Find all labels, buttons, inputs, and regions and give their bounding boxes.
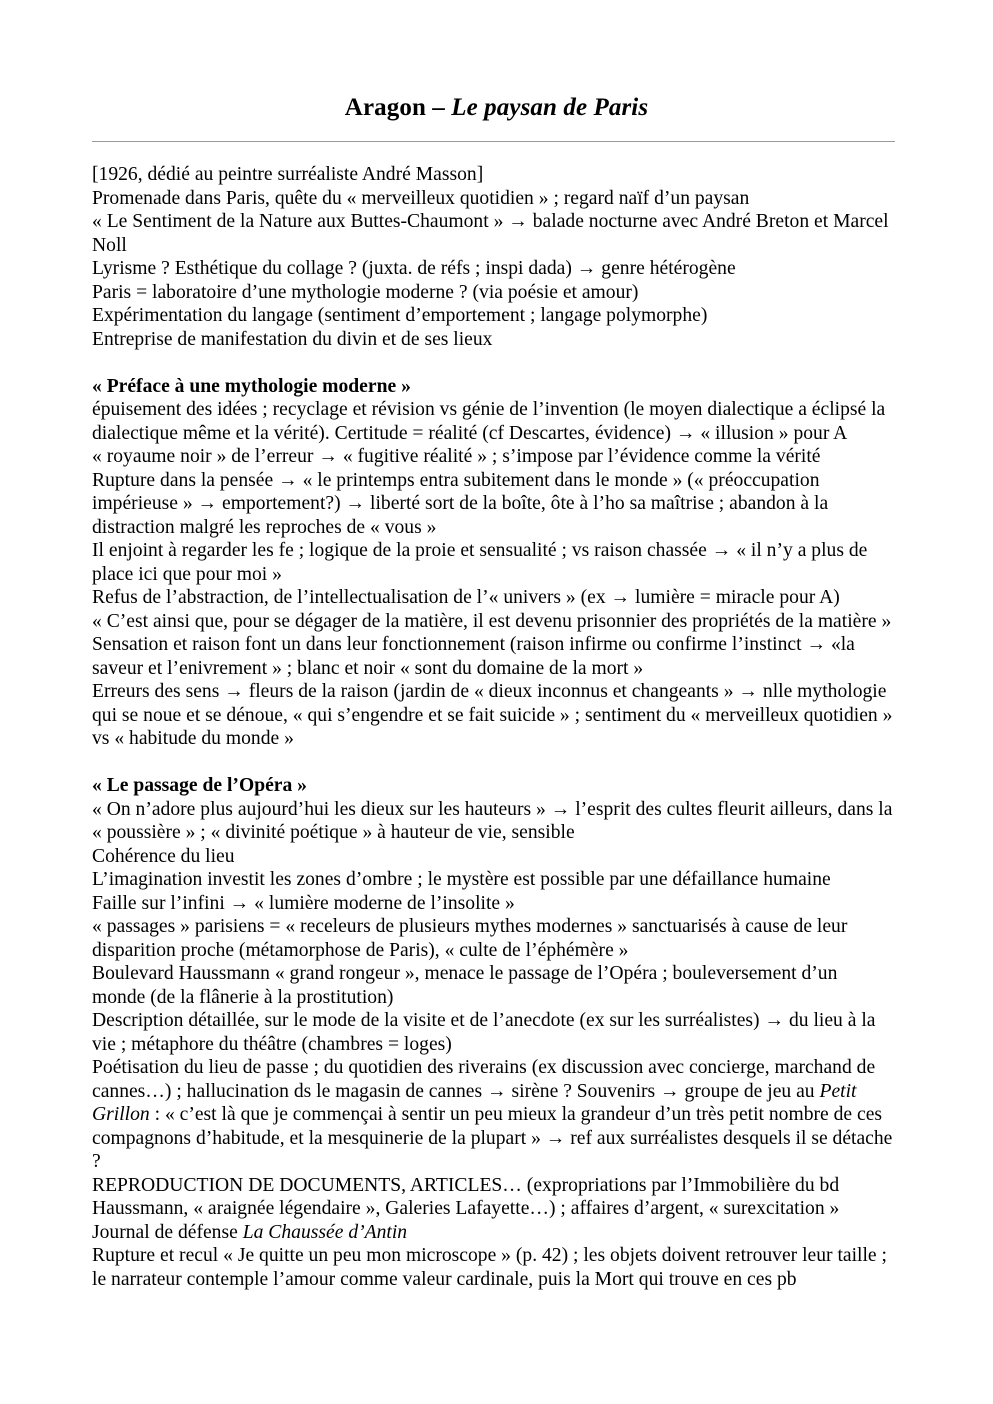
text-run: Poétisation du lieu de passe ; du quotidien des riverains (ex discussion avec concierge, marchand de cannes…) ; hallucination ds le magasin de cannes → sirène ? Souvenirs → groupe de jeu au (92, 1057, 876, 1102)
text-line: Boulevard Haussmann « grand rongeur », menace le passage de l’Opéra ; bouleversement d’un monde (de la flânerie à la prostitution) (92, 963, 838, 1008)
text-line: [1926, dédié au peintre surréaliste André Masson] (92, 164, 484, 186)
text-line: Entreprise de manifestation du divin et de ses lieux (92, 328, 493, 350)
line-journal-defense (92, 1221, 893, 1245)
text-line: Sensation et raison font un dans leur fonctionnement (raison infirme ou confirme l’instinct → «la saveur et l’enivrement » ; blanc et noir « sont du domaine de la mort » (92, 634, 855, 679)
title-author-part: Aragon – (344, 94, 452, 121)
text-line: Promenade dans Paris, quête du « merveilleux quotidien » ; regard naïf d’un paysan (92, 187, 750, 209)
text-line: Lyrisme ? Esthétique du collage ? (juxta. de réfs ; inspi dada) → genre hétérogène (92, 258, 736, 280)
text-line: Faille sur l’infini → « lumière moderne de l’insolite » (92, 892, 515, 914)
line-reproduction-documents (92, 1174, 893, 1221)
text-line: « C’est ainsi que, pour se dégager de la matière, il est devenu prisonnier des propriétés de la matière » (92, 610, 892, 632)
text-run: Journal de défense (92, 1221, 243, 1243)
text-line: Erreurs des sens → fleurs de la raison (jardin de « dieux inconnus et changeants » → nlle mythologie qui se noue et se dénoue, « qui s’engendre et se fait suicide » ; sentiment du « merveilleux quotidien » vs « habitude du monde » (92, 681, 893, 750)
italic-title: La Chaussée d’Antin (242, 1221, 408, 1243)
section-passage-opera (92, 774, 893, 1291)
section-heading: « Préface à une mythologie moderne » (92, 375, 411, 397)
section-heading: « Le passage de l’Opéra » (92, 775, 307, 797)
text-line: Il enjoint à regarder les fe ; logique de la proie et sensualité ; vs raison chassée → « il n’y a plus de place ici que pour moi » (92, 540, 868, 585)
text-line: « passages » parisiens = « receleurs de plusieurs mythes modernes » sanctuarisés à cause de leur disparition proche (métamorphose de Paris), « culte de l’éphémère » (92, 916, 848, 961)
text-line: Description détaillée, sur le mode de la visite et de l’anecdote (ex sur les surréalistes) → du lieu à la vie ; métaphore du théâtre (chambres = loges) (92, 1010, 876, 1055)
line-rupture-recul (92, 1244, 893, 1291)
text-line: Cohérence du lieu (92, 845, 235, 867)
text-line: épuisement des idées ; recyclage et révision vs génie de l’invention (le moyen dialectique a éclipsé la dialectique même et la vérité). Certitude = réalité (cf Descartes, évidence) → « illusion » pour A (92, 399, 886, 444)
text-line: Refus de l’abstraction, de l’intellectualisation de l’« univers » (ex → lumière = miracle pour A) (92, 587, 840, 609)
page-title (0, 0, 993, 123)
italic-title: Petit Grillon (92, 1080, 857, 1126)
text-run: Rupture et recul « Je quitte un peu mon microscope » (p. 42) ; les objets doivent retrouver leur taille ; le narrateur contemple l’amour comme valeur cardinale, puis la Mort qui trouve en ces pb (92, 1245, 887, 1290)
text-run: : « c’est là que je commençai à sentir un peu mieux la grandeur d’un très petit nombre de ces compagnons d’habitude, et la mesquinerie de la plupart » → ref aux surréalistes desquels il se détache ? (92, 1104, 893, 1173)
text-line: Expérimentation du langage (sentiment d’emportement ; langage polymorphe) (92, 305, 708, 327)
section-preface (92, 375, 893, 751)
title-work-part: Le paysan de Paris (451, 94, 649, 121)
text-line: Rupture dans la pensée → « le printemps entra subitement dans le monde » (« préoccupation impérieuse » → emportement?) → liberté sort de la boîte, ôte à l’ho sa maîtrise ; abandon à la distraction malgré les reproches de « vous » (92, 469, 829, 538)
text-line: L’imagination investit les zones d’ombre ; le mystère est possible par une défaillance humaine (92, 869, 831, 891)
text-line: « royaume noir » de l’erreur → « fugitive réalité » ; s’impose par l’évidence comme la vérité (92, 446, 821, 468)
intro-block (92, 163, 893, 351)
text-line: « On n’adore plus aujourd’hui les dieux sur les hauteurs » → l’esprit des cultes fleurit ailleurs, dans la « poussière » ; « divinité poétique » à hauteur de vie, sensible (92, 798, 893, 844)
text-line: « Le Sentiment de la Nature aux Buttes-Chaumont » → balade nocturne avec André Breton et Marcel Noll (92, 211, 889, 256)
text-run: REPRODUCTION DE DOCUMENTS, ARTICLES… (expropriations par l’Immobilière du bd Haussmann, « araignée légendaire », Galeries Lafayette…) ; affaires d’argent, « surexcitation » (92, 1174, 840, 1220)
document-body (0, 142, 993, 1291)
text-line: Paris = laboratoire d’une mythologie moderne ? (via poésie et amour) (92, 281, 639, 303)
line-poetisation-petit-grillon (92, 1056, 893, 1174)
